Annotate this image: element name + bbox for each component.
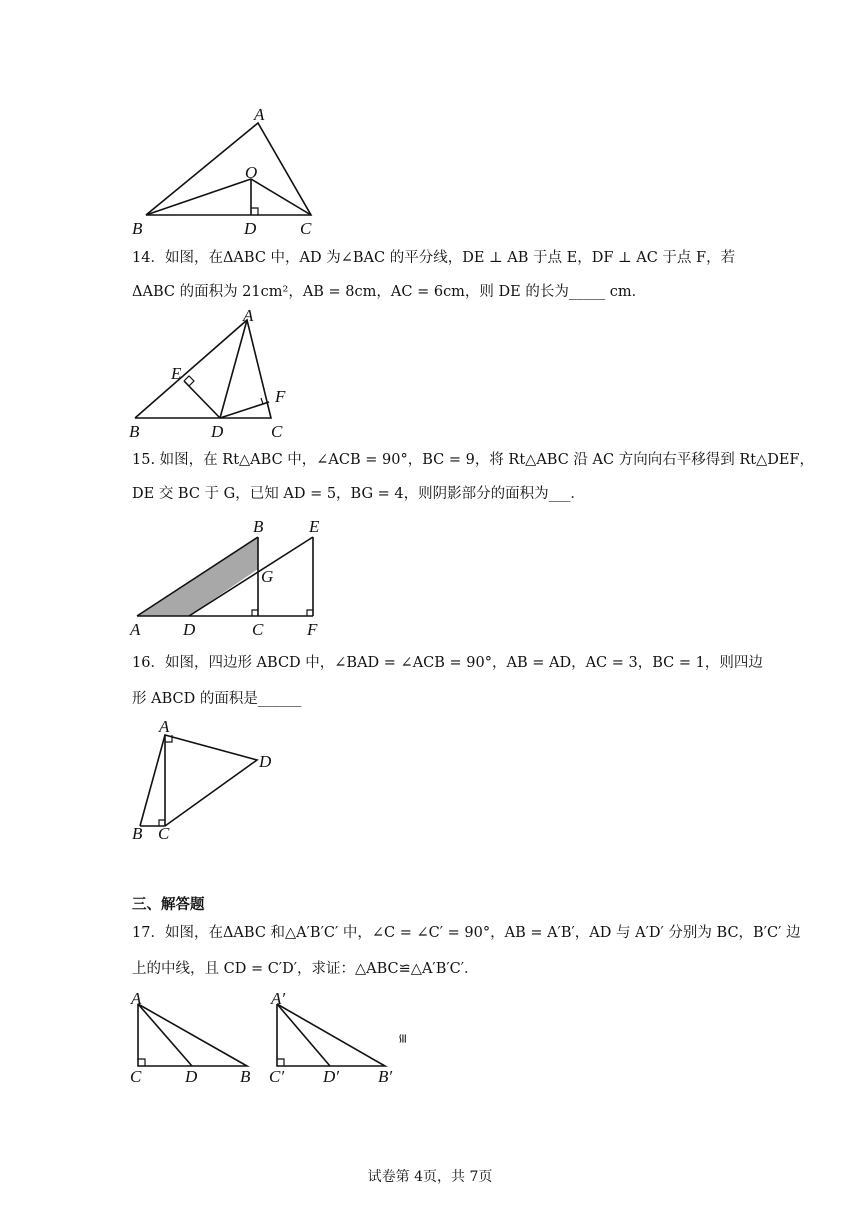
- label-A: A: [159, 717, 170, 736]
- label-A: A: [254, 105, 265, 124]
- label-C: C: [158, 824, 170, 843]
- section-heading: 三、解答题: [132, 896, 205, 913]
- figure-q16: [125, 716, 285, 846]
- q14-line1: 14．如图，在ΔABC 中，AD 为∠BAC 的平分线，DE ⊥ AB 于点 E，DF ⊥ AC 于点 F，若: [132, 250, 736, 266]
- q14-line2: ΔABC 的面积为 21cm²，AB = 8cm，AC = 6cm，则 DE 的长为_____ cm．: [132, 284, 647, 300]
- label-E: E: [309, 517, 320, 536]
- label-A: A: [243, 306, 254, 325]
- label-F: F: [307, 620, 318, 639]
- label-C: C: [300, 219, 312, 238]
- label-E: E: [171, 364, 182, 383]
- label-D: D: [211, 422, 224, 441]
- label-C: C: [252, 620, 264, 639]
- label-D: D: [244, 219, 257, 238]
- label-B: B: [132, 219, 143, 238]
- figure-q17-left: [122, 990, 267, 1085]
- label-B: B: [240, 1067, 251, 1086]
- q15-line1: 15. 如图，在 Rt△ABC 中，∠ACB = 90°，BC = 9，将 Rt△ABC 沿 AC 方向向右平移得到 Rt△DEF，: [132, 452, 814, 468]
- label-A: A: [130, 620, 141, 639]
- label-C: C: [130, 1067, 142, 1086]
- page-footer: 试卷第 4页，共 7页: [367, 1169, 493, 1185]
- label-B: B: [253, 517, 264, 536]
- label-D: D: [183, 620, 196, 639]
- label-B: B: [132, 824, 143, 843]
- q17-line2: 上的中线，且 CD = C′D′，求证：△ABC≌△A′B′C′．: [132, 961, 479, 977]
- label-F: F: [275, 387, 286, 406]
- label-G: G: [261, 567, 274, 586]
- figure-q15: [125, 514, 335, 639]
- label-B-prime: B′: [378, 1067, 393, 1086]
- label-D-prime: D′: [323, 1067, 339, 1086]
- figure-q14: [125, 307, 300, 442]
- label-A: A: [131, 989, 142, 1008]
- q16-line1: 16．如图，四边形 ABCD 中，∠BAD = ∠ACB = 90°，AB = AD，AC = 3，BC = 1，则四边: [132, 655, 763, 671]
- congruence-symbol: ≌: [395, 1033, 410, 1044]
- q17-line1: 17．如图，在ΔABC 和△A′B′C′ 中，∠C = ∠C′ = 90°，AB = A′B′，AD 与 A′D′ 分别为 BC，B′C′ 边: [132, 925, 801, 941]
- q16-line2: 形 ABCD 的面积是______: [132, 691, 302, 707]
- figure-triangle-abc-o: [120, 100, 350, 242]
- label-B: B: [129, 422, 140, 441]
- label-C: C: [271, 422, 283, 441]
- label-A-prime: A′: [271, 989, 286, 1008]
- figure-q17-right: [265, 990, 415, 1085]
- label-D: D: [259, 752, 272, 771]
- label-D: D: [185, 1067, 198, 1086]
- label-C-prime: C′: [269, 1067, 285, 1086]
- label-O: O: [245, 163, 258, 182]
- q15-line2: DE 交 BC 于 G，已知 AD = 5，BG = 4，则阴影部分的面积为___．: [132, 486, 585, 502]
